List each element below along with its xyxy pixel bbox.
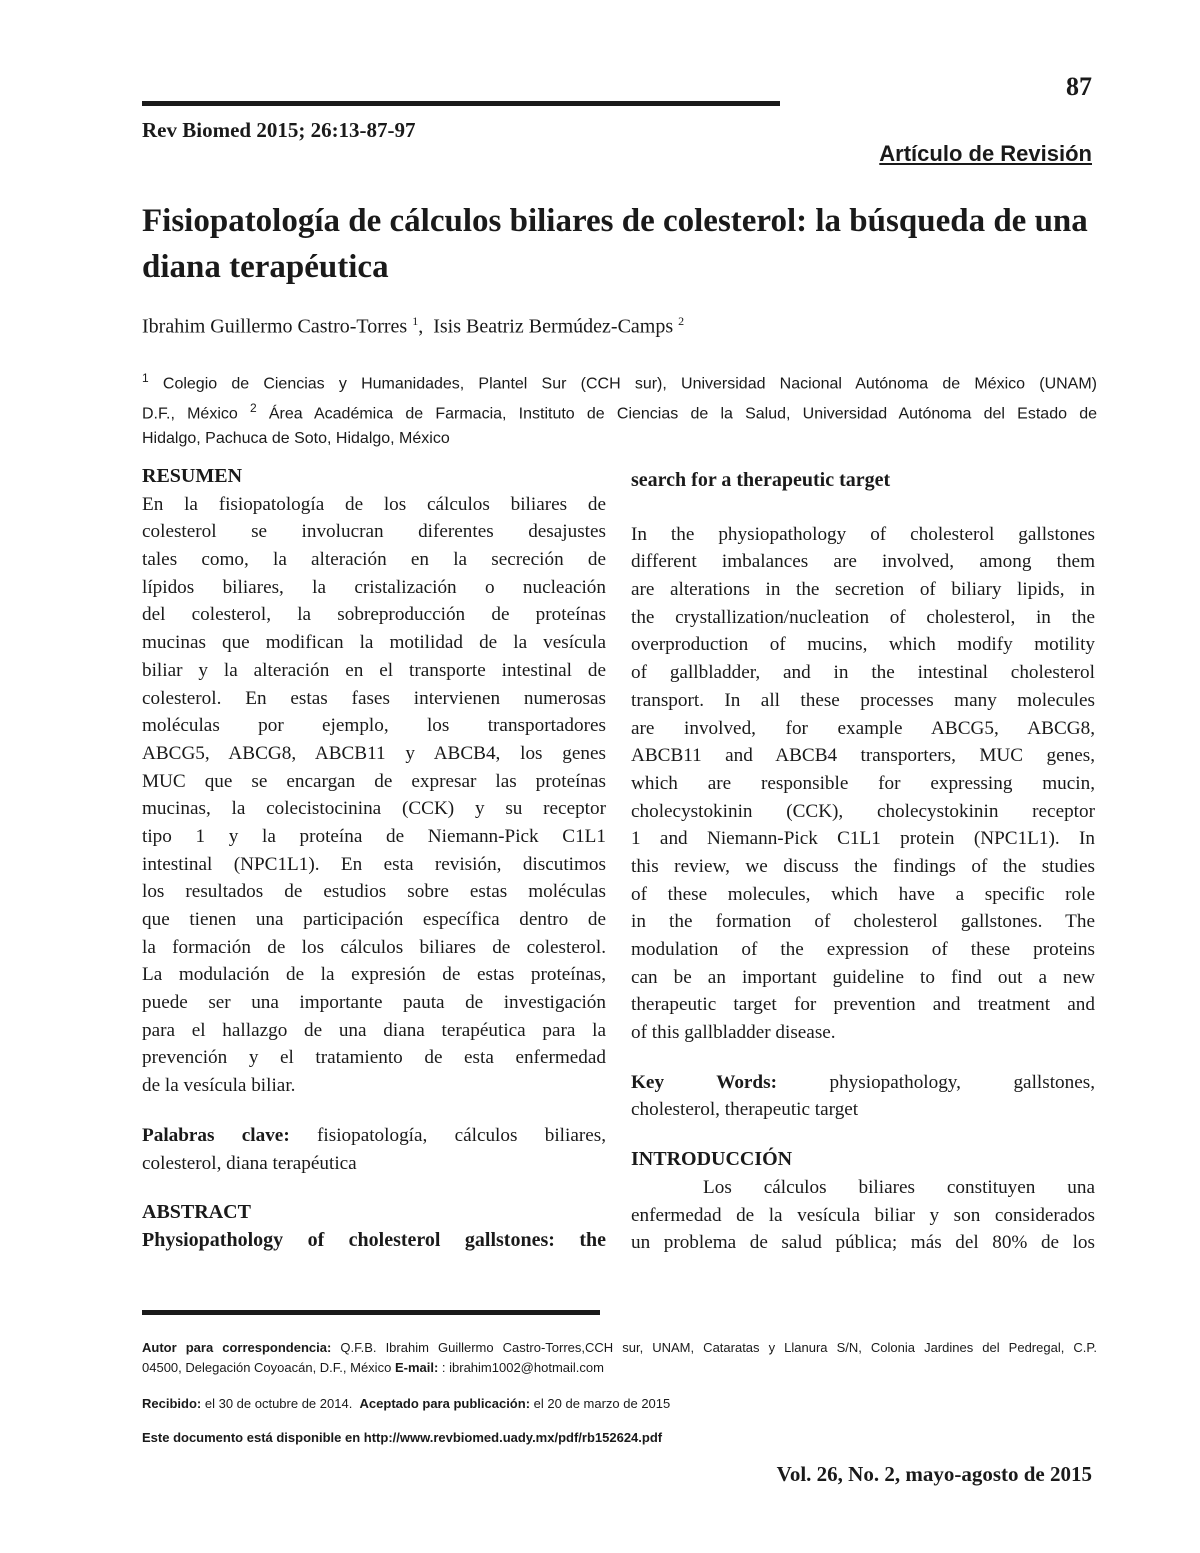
paragraph-line: the crystallization/nucleation of cholesterol, in the bbox=[631, 606, 1095, 628]
dates-note bbox=[142, 1396, 1097, 1411]
resumen-body bbox=[142, 491, 606, 1100]
affiliation-mark: 2 bbox=[678, 314, 685, 328]
paragraph-line: can be an important guideline to find out a new bbox=[631, 966, 1095, 988]
availability-link[interactable]: http://www.revbiomed.uady.mx/pdf/rb152624.pdf bbox=[363, 1430, 663, 1445]
keywords-label: Key Words: bbox=[631, 1071, 777, 1093]
author-separator: , bbox=[418, 315, 424, 338]
paragraph-line: in the formation of cholesterol gallstones. The bbox=[631, 911, 1095, 933]
paragraph-line: prevención y el tratamiento de esta enfermedad bbox=[142, 1047, 606, 1069]
paragraph-line: La modulación de la expresión de estas proteínas, bbox=[142, 964, 606, 986]
paragraph-line: of this gallbladder disease. bbox=[631, 1022, 836, 1044]
author-name: Isis Beatriz Bermúdez-Camps bbox=[433, 315, 674, 338]
paragraph-line: are involved, for example ABCG5, ABCG8, bbox=[631, 717, 1095, 739]
paragraph-line: MUC que se encargan de expresar las proteínas bbox=[142, 770, 606, 792]
keywords-text: colesterol, diana terapéutica bbox=[142, 1152, 357, 1174]
introduccion-body bbox=[631, 1174, 1095, 1257]
key-words bbox=[631, 1069, 1095, 1097]
paragraph-line: tales como, la alteración en la secreción de bbox=[142, 549, 606, 571]
paragraph-line: transport. In all these processes many molecules bbox=[631, 689, 1095, 711]
paragraph-line: ABCG5, ABCG8, ABCB11 y ABCB4, los genes bbox=[142, 742, 606, 764]
paragraph-line: intestinal (NPC1L1). En esta revisión, discutimos bbox=[142, 853, 606, 875]
paragraph-line: moléculas por ejemplo, los transportadores bbox=[142, 715, 606, 737]
keywords-text: physiopathology, gallstones, bbox=[829, 1071, 1095, 1093]
correspondence-text: 04500, Delegación Coyoacán, D.F., México bbox=[142, 1360, 392, 1375]
paragraph-line: colesterol. En estas fases intervienen numerosas bbox=[142, 687, 606, 709]
abstract-heading: ABSTRACT bbox=[142, 1201, 251, 1224]
paragraph-line: puede ser una importante pauta de investigación bbox=[142, 992, 606, 1014]
paragraph-line: therapeutic target for prevention and treatment and bbox=[631, 994, 1095, 1016]
paragraph-line: que tienen una participación específica dentro de bbox=[142, 909, 606, 930]
page-number: 87 bbox=[1066, 72, 1092, 101]
email-label: E-mail: bbox=[394, 1360, 439, 1375]
affiliation-mark: 1 bbox=[412, 314, 419, 328]
paragraph-line: modulation of the expression of these proteins bbox=[631, 939, 1095, 960]
abstract-title: search for a therapeutic target bbox=[631, 469, 891, 491]
paragraph-line: cholecystokinin (CCK), cholecystokinin receptor bbox=[631, 800, 1095, 822]
paragraph-line: del colesterol, la sobreproducción de proteínas bbox=[142, 604, 606, 626]
paragraph-line: which are responsible for expressing mucin, bbox=[631, 772, 1095, 794]
paragraph-line: different imbalances are involved, among them bbox=[631, 551, 1095, 573]
paragraph-line: colesterol se involucran diferentes desajustes bbox=[142, 521, 606, 543]
paragraph-line: tipo 1 y la proteína de Niemann-Pick C1L1 bbox=[142, 825, 606, 847]
keywords-text: fisiopatología, cálculos biliares, bbox=[317, 1124, 607, 1146]
correspondence-line bbox=[142, 1358, 1097, 1378]
right-column bbox=[631, 467, 1095, 1257]
accepted-date: el 20 de marzo de 2015 bbox=[533, 1396, 671, 1411]
affiliation-line bbox=[142, 366, 1097, 396]
paragraph-line: mucinas que modifican la motilidad de la vesícula bbox=[142, 632, 606, 654]
paragraph-line: 1 and Niemann-Pick C1L1 protein (NPC1L1). In bbox=[631, 828, 1095, 850]
paragraph-line: En la fisiopatología de los cálculos biliares de bbox=[142, 493, 606, 515]
affiliation-line bbox=[142, 396, 1097, 426]
paragraph-line: of gallbladder, and in the intestinal cholesterol bbox=[631, 662, 1095, 684]
received-date: el 30 de octubre de 2014. bbox=[204, 1396, 353, 1411]
affiliation-text: Área Académica de Farmacia, Instituto de Ciencias de la Salud, Universidad Autónoma del Estado de bbox=[268, 405, 1097, 423]
paragraph-line: ABCB11 and ABCB4 transporters, MUC genes, bbox=[631, 745, 1095, 767]
correspondence-text: Q.F.B. Ibrahim Guillermo Castro-Torres,CCH sur, UNAM, Cataratas y Llanura S/N, Colonia Jardines del Pedregal, C.P. bbox=[340, 1340, 1097, 1355]
email-address[interactable]: : ibrahim1002@hotmail.com bbox=[441, 1360, 604, 1375]
correspondence-note bbox=[142, 1338, 1097, 1378]
affiliation-text: Colegio de Ciencias y Humanidades, Plantel Sur (CCH sur), Universidad Nacional Autónoma de México (UNAM) bbox=[162, 375, 1098, 393]
affiliation-text: D.F., México bbox=[142, 405, 238, 423]
paragraph-line: mucinas, la colecistocinina (CCK) y su receptor bbox=[142, 798, 606, 820]
abstract-body bbox=[631, 521, 1095, 1047]
availability-note bbox=[142, 1430, 1097, 1445]
keywords-label: Palabras clave: bbox=[142, 1124, 290, 1146]
left-column bbox=[142, 463, 606, 1255]
abstract-title: Physiopathology of cholesterol gallstones: the bbox=[142, 1228, 606, 1251]
affiliation-mark: 2 bbox=[249, 401, 257, 416]
paragraph-line: los resultados de estudios sobre estas moléculas bbox=[142, 881, 606, 903]
volume-info: Vol. 26, No. 2, mayo-agosto de 2015 bbox=[776, 1462, 1092, 1486]
affiliation-line: Hidalgo, Pachuca de Soto, Hidalgo, México bbox=[142, 429, 450, 447]
availability-label: Este documento está disponible en bbox=[142, 1430, 361, 1445]
author-list bbox=[142, 314, 684, 339]
paragraph-line: lípidos biliares, la cristalización o nucleación bbox=[142, 576, 606, 598]
paragraph-line: of these molecules, which have a specific role bbox=[631, 883, 1095, 905]
article-type-label: Artículo de Revisión bbox=[879, 141, 1092, 166]
paragraph-line: this review, we discuss the findings of the studies bbox=[631, 855, 1095, 877]
paragraph-line: de la vesícula biliar. bbox=[142, 1075, 296, 1097]
accepted-label: Aceptado para publicación: bbox=[359, 1396, 531, 1411]
correspondence-line bbox=[142, 1338, 1097, 1358]
article-title: Fisiopatología de cálculos biliares de colesterol: la búsqueda de una diana terapéutica bbox=[142, 203, 1088, 285]
paragraph-line: are alterations in the secretion of biliary lipids, in bbox=[631, 579, 1095, 601]
paragraph-line: Los cálculos biliares constituyen una bbox=[703, 1176, 1095, 1198]
correspondence-label: Autor para correspondencia: bbox=[142, 1340, 332, 1355]
affiliation-mark: 1 bbox=[142, 371, 149, 385]
paragraph-line: biliar y la alteración en el transporte intestinal de bbox=[142, 659, 606, 681]
author-name: Ibrahim Guillermo Castro-Torres bbox=[142, 315, 408, 338]
keywords-text: cholesterol, therapeutic target bbox=[631, 1099, 859, 1121]
paragraph-line: enfermedad de la vesícula biliar y son considerados bbox=[631, 1204, 1095, 1226]
palabras-clave bbox=[142, 1122, 606, 1150]
paragraph-line: un problema de salud pública; más del 80% de los bbox=[631, 1232, 1095, 1254]
journal-reference: Rev Biomed 2015; 26:13-87-97 bbox=[142, 118, 416, 142]
affiliations bbox=[142, 366, 1097, 451]
received-label: Recibido: bbox=[142, 1396, 202, 1411]
paragraph-line: para el hallazgo de una diana terapéutica para la bbox=[142, 1019, 606, 1041]
header-rule bbox=[142, 101, 780, 106]
paragraph-line: overproduction of mucins, which modify motility bbox=[631, 634, 1095, 656]
footnote-rule bbox=[142, 1310, 600, 1315]
paragraph-line: In the physiopathology of cholesterol gallstones bbox=[631, 523, 1095, 545]
paragraph-line: la formación de los cálculos biliares de colesterol. bbox=[142, 936, 606, 958]
introduccion-heading: INTRODUCCIÓN bbox=[631, 1148, 793, 1171]
resumen-heading: RESUMEN bbox=[142, 465, 243, 487]
